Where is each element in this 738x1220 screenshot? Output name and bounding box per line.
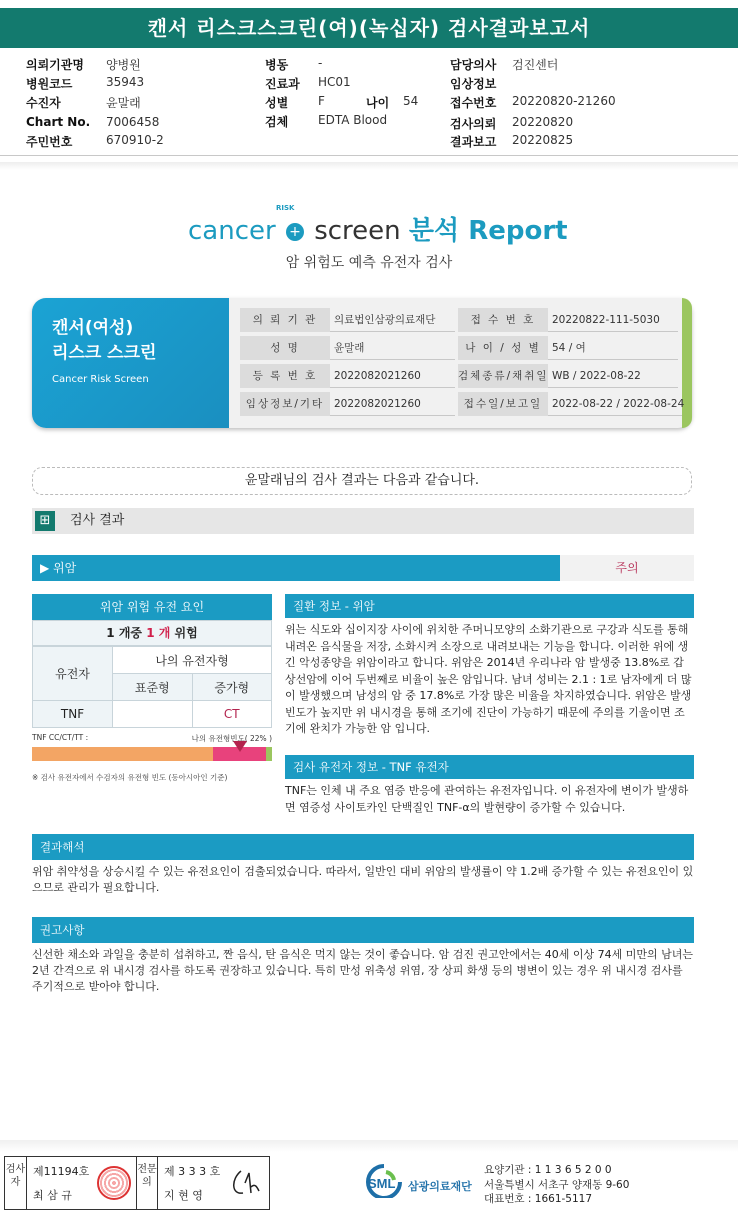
institution-address: 서울특별시 서초구 양재동 9-60 xyxy=(484,1178,630,1191)
specialist-license: 제 3 3 3 호 xyxy=(164,1165,221,1178)
freq-left-label: TNF CC/CT/TT : xyxy=(32,733,89,742)
header-value: - xyxy=(318,56,323,70)
freq-note: ※ 검사 유전자에서 수검자의 유전형 빈도 (동아시아인 기준) xyxy=(32,773,228,782)
header-label: 검사의뢰 xyxy=(450,117,497,131)
gene-table xyxy=(32,646,272,728)
header-value: 54 xyxy=(403,94,419,108)
disease-info-title: 질환 정보 - 위암 xyxy=(285,594,694,618)
gene-count-suffix: 위험 xyxy=(170,626,198,640)
interpretation-body: 위암 취약성을 상승시킬 수 있는 유전요인이 검출되었습니다. 따라서, 일반인 대비 위암의 발생률이 약 1.2배 증가할 수 있는 유전요인이 있으므로 관리가 필요합니다. xyxy=(32,865,694,894)
gene-info-body: TNF는 인체 내 주요 염증 반응에 관여하는 유전자입니다. 이 유전자에 변이가 발생하면 염증성 사이토카인 단백질인 TNF-α의 발현량이 증가할 수 있습니다. xyxy=(285,784,689,814)
card-label: 임상정보/기타 xyxy=(240,392,330,416)
header-value: 양병원 xyxy=(106,58,141,72)
header-label: 나이 xyxy=(366,96,390,110)
interpretation-title: 결과해석 xyxy=(32,834,694,860)
header-label: 결과보고 xyxy=(450,135,497,149)
handwritten-signature-icon xyxy=(227,1165,263,1201)
examiner-label: 검사자 xyxy=(5,1164,26,1188)
header-label: 성별 xyxy=(265,96,289,110)
card-label: 성 명 xyxy=(240,336,330,360)
row-gene: TNF xyxy=(33,701,113,728)
card-title xyxy=(52,316,156,366)
header-label: 주민번호 xyxy=(26,135,73,149)
header-value: 윤말래 xyxy=(106,96,141,110)
card-label: 의 뢰 기 관 xyxy=(240,308,330,332)
header-label: 담당의사 xyxy=(450,58,497,72)
card-title-line1: 캔서(여성) xyxy=(52,318,134,338)
disease-info-box xyxy=(285,594,694,738)
section-header-results xyxy=(32,508,694,534)
card-value: WB / 2022-08-22 xyxy=(548,364,678,388)
card-title-panel xyxy=(32,298,229,428)
recommendation-body: 신선한 채소와 과일을 충분히 섭취하고, 짠 음식, 탄 음식은 먹지 않는 것이 좋습니다. 암 검진 권고안에서는 40세 이상 74세 미만의 남녀는 2년 간격으로 위 내시경 검사를 하도록 권장하고 있습니다. 특히 만성 위축성 위염, 장 상피 화생 등의 병변이 있는 경우 위 내시경 검사를 주기적으로 받아야 합니다. xyxy=(32,948,693,993)
header-label: 병원코드 xyxy=(26,77,73,91)
specialist-label: 전문의 xyxy=(137,1164,157,1188)
header-label: 수진자 xyxy=(26,96,61,110)
sml-logo-text: SML xyxy=(368,1176,396,1191)
header-label: 검체 xyxy=(265,115,289,129)
risk-result-bar xyxy=(32,555,694,581)
patient-header xyxy=(0,52,738,152)
gene-risk-table xyxy=(32,594,272,728)
summary-card xyxy=(32,298,692,428)
header-label: Chart No. xyxy=(26,115,91,129)
header-value: 20220825 xyxy=(512,133,574,147)
institution-phone: 대표번호 : 1661-5117 xyxy=(484,1193,593,1205)
gene-info-title: 검사 유전자 정보 - TNF 유전자 xyxy=(285,755,694,779)
header-label: 접수번호 xyxy=(450,96,497,110)
logo-cancer: cancer xyxy=(188,216,276,246)
logo-report: 분석 Report xyxy=(408,216,568,246)
section-title: 검사 결과 xyxy=(70,513,125,528)
logo-screen: screen xyxy=(314,216,401,246)
gene-count-prefix: 1 개중 xyxy=(106,626,147,640)
header-label: 의뢰기관명 xyxy=(26,58,84,72)
gene-count-value: 1 개 xyxy=(146,626,171,640)
interpretation-box xyxy=(32,834,694,896)
divider xyxy=(0,155,738,156)
risk-name: ▶ 위암 xyxy=(32,555,560,581)
my-genotype-marker-icon xyxy=(233,741,247,752)
recommendation-box xyxy=(32,917,694,995)
col-standard: 표준형 xyxy=(113,674,193,701)
gene-count xyxy=(32,620,272,646)
col-my-genotype: 나의 유전자형 xyxy=(113,647,272,674)
col-increased: 증가형 xyxy=(192,674,272,701)
seal-stamp-icon xyxy=(97,1166,131,1200)
institution-code: 요양기관 : 1 1 3 6 5 2 0 0 xyxy=(484,1164,612,1176)
card-label: 접 수 번 호 xyxy=(458,308,548,332)
header-value: HC01 xyxy=(318,75,351,89)
card-label: 검체종류/채취일 xyxy=(458,364,548,388)
row-standard xyxy=(113,701,193,728)
card-label: 접수일/보고일 xyxy=(458,392,548,416)
examiner-name: 최 삼 규 xyxy=(33,1189,72,1202)
card-label: 등 록 번 호 xyxy=(240,364,330,388)
sml-logo xyxy=(364,1162,404,1204)
examiner-vertical-label xyxy=(5,1157,27,1209)
card-value: 2022-08-22 / 2022-08-24 xyxy=(548,392,682,416)
card-label: 나 이 / 성 별 xyxy=(458,336,548,360)
header-value: 20220820 xyxy=(512,115,574,129)
header-value: EDTA Blood xyxy=(318,113,388,127)
cancer-screen-logo xyxy=(188,204,568,250)
recommendation-title: 권고사항 xyxy=(32,917,694,943)
specialist-name: 지 현 영 xyxy=(164,1189,203,1202)
disease-info-body: 위는 식도와 십이지장 사이에 위치한 주머니모양의 소화기관으로 구강과 식도를 통해 내려온 음식물을 저장, 소화시켜 소장으로 내려보내는 기능을 합니다. 이러한 위에 생긴 악성종양을 위암이라고 합니다. 위암은 2014년 우리나라 암 발생중 13.8%로 갑상선암에 이어 두번째로 비율이 높은 암입니다. 남녀 성비는 2.1 : 1로 남자에게 더 많이 발생했으며 남성의 암 중 17.8%로 가장 많은 비율을 차지하였습니다. 위암은 발생빈도가 높지만 위 내시경을 통해 조기에 진단이 가능하기 때문에 주의를 기울이면 조기에 완치가 가능한 암 입니다. xyxy=(285,623,692,735)
report-subtitle: 암 위험도 예측 유전자 검사 xyxy=(285,255,453,271)
header-value: 20220820-21260 xyxy=(512,94,616,108)
specialist-vertical-label xyxy=(136,1157,158,1209)
header-label: 병동 xyxy=(265,58,289,72)
col-gene: 유전자 xyxy=(33,647,113,701)
logo-risk: RISK xyxy=(276,204,295,212)
gene-info-box xyxy=(285,755,694,816)
header-value: 35943 xyxy=(106,75,145,89)
clipboard-plus-icon: ⊞ xyxy=(35,511,55,531)
header-value: 7006458 xyxy=(106,115,160,129)
examiner-license: 제11194호 xyxy=(33,1165,90,1178)
gene-table-header: 위암 위험 유전 요인 xyxy=(32,594,272,620)
header-label: 진료과 xyxy=(265,77,300,91)
card-value: 2022082021260 xyxy=(330,392,455,416)
freq-segment xyxy=(266,747,272,761)
risk-status-badge: 주의 xyxy=(615,561,639,575)
freq-segment xyxy=(32,747,213,761)
header-value: 670910-2 xyxy=(106,133,164,147)
footer-divider xyxy=(0,1140,738,1152)
plus-icon: + xyxy=(286,223,304,241)
card-value: 윤말래 xyxy=(330,336,455,360)
divider-shadow xyxy=(0,162,738,170)
report-title: 캔서 리스크스크린(여)(녹십자) 검사결과보고서 xyxy=(0,8,738,48)
card-value: 54 / 여 xyxy=(548,336,678,360)
header-value: 검진센터 xyxy=(512,58,559,72)
card-value: 의료법인삼광의료재단 xyxy=(330,308,455,332)
freq-right-label: 나의 유전형빈도( 22% ) xyxy=(191,734,272,743)
greeting-message: 윤말래님의 검사 결과는 다음과 같습니다. xyxy=(32,467,692,495)
sml-logo-icon xyxy=(364,1162,404,1198)
sml-name: 삼광의료재단 xyxy=(408,1180,472,1193)
row-increased: CT xyxy=(192,701,272,728)
header-value: F xyxy=(318,94,325,108)
header-label: 임상정보 xyxy=(450,77,497,91)
institution-info xyxy=(484,1163,629,1207)
card-title-en: Cancer Risk Screen xyxy=(52,374,149,385)
card-title-line2: 리스크 스크린 xyxy=(52,343,157,363)
card-value: 20220822-111-5030 xyxy=(548,308,678,332)
signature-box xyxy=(4,1156,270,1210)
card-value: 2022082021260 xyxy=(330,364,455,388)
